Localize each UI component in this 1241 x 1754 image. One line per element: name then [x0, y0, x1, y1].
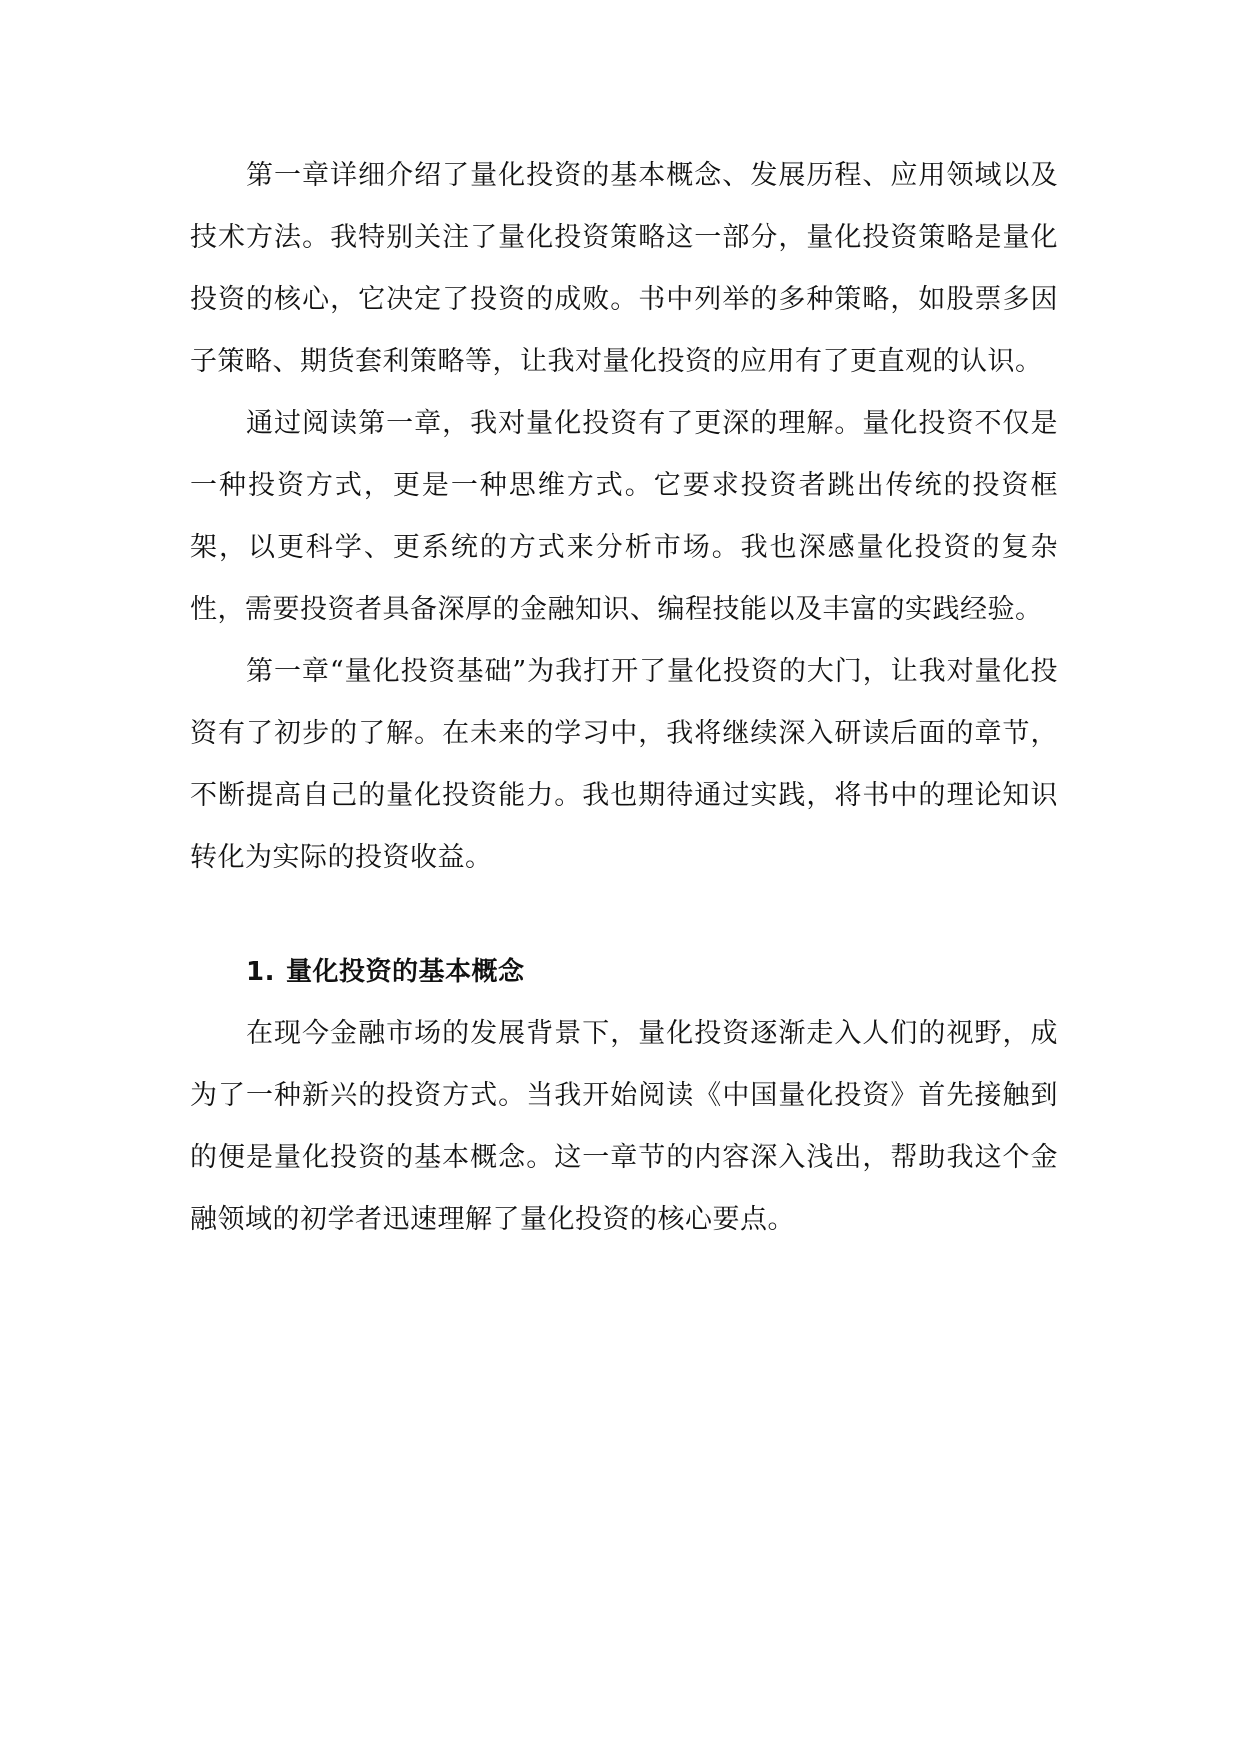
paragraph-3: 第一章“量化投资基础”为我打开了量化投资的大门，让我对量化投资有了初步的了解。在未来的学习中，我将继续深入研读后面的章节，不断提高自己的量化投资能力。我也期待通过实践，将书中的理论知识转化为实际的投资收益。	[190, 656, 1058, 873]
section-title: 量化投资的基本概念	[286, 957, 525, 987]
section-number: 1.	[246, 957, 275, 987]
paragraph-4: 在现今金融市场的发展背景下，量化投资逐渐走入人们的视野，成为了一种新兴的投资方式。当我开始阅读《中国量化投资》首先接触到的便是量化投资的基本概念。这一章节的内容深入浅出，帮助我这个金融领域的初学者迅速理解了量化投资的核心要点。	[190, 1018, 1058, 1235]
document-body	[190, 145, 1058, 1251]
paragraph-2: 通过阅读第一章，我对量化投资有了更深的理解。量化投资不仅是一种投资方式，更是一种思维方式。它要求投资者跳出传统的投资框架，以更科学、更系统的方式来分析市场。我也深感量化投资的复杂性，需要投资者具备深厚的金融知识、编程技能以及丰富的实践经验。	[190, 408, 1058, 625]
paragraph-1: 第一章详细介绍了量化投资的基本概念、发展历程、应用领域以及技术方法。我特别关注了量化投资策略这一部分，量化投资策略是量化投资的核心，它决定了投资的成败。书中列举的多种策略，如股票多因子策略、期货套利策略等，让我对量化投资的应用有了更直观的认识。	[190, 160, 1058, 377]
section-heading	[190, 941, 1058, 1003]
